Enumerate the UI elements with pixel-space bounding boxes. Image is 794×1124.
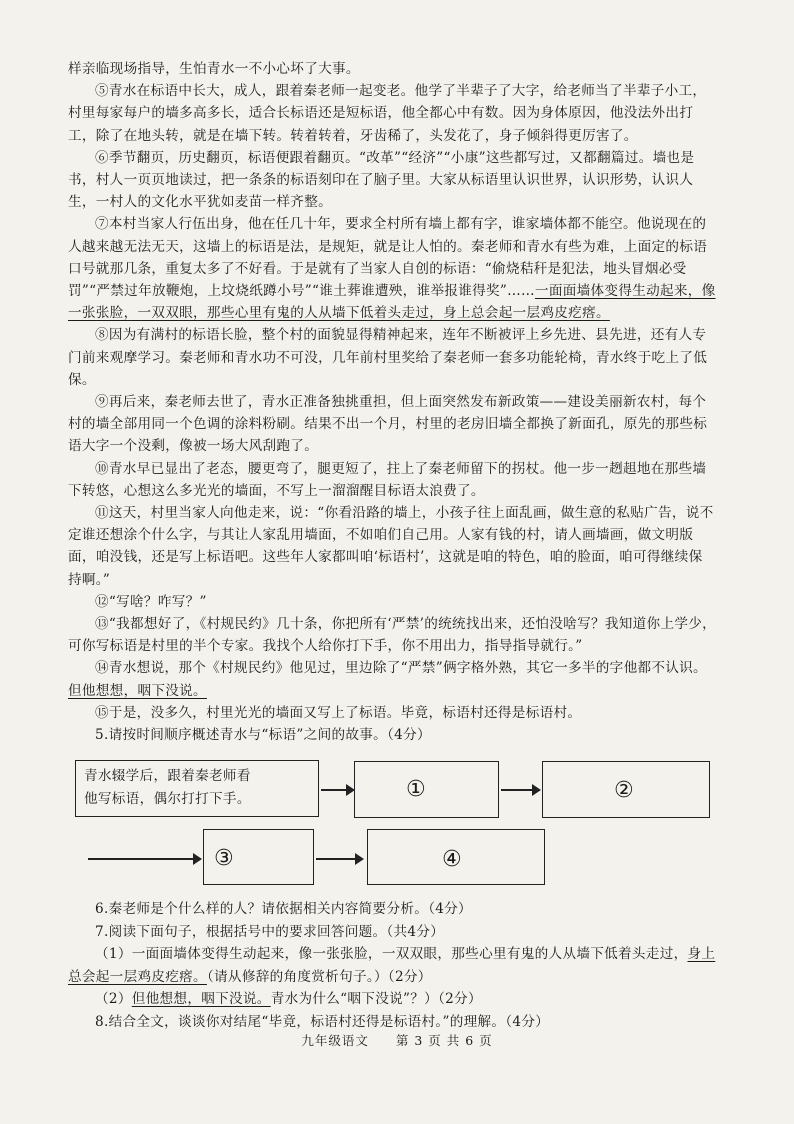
question-7-1 — [68, 943, 716, 988]
arrow-1 — [321, 789, 353, 791]
paragraph-5: ⑤青水在标语中长大，成人，跟着秦老师一起变老。他学了半辈子了大字，给老师当了半辈子小工，村里每家每户的墙多高多长，适合长标语还是短标语，他全都心中有数。因为身体原因，他没法外出打工，除了在地头转，就是在墙下转。转着转着，牙齿稀了，头发花了，身子倾斜得更厉害了。 — [68, 83, 707, 144]
slot-1-label: ① — [406, 777, 426, 802]
flow-box-start-line2: 他写标语，偶尔打打下手。 — [84, 791, 251, 807]
question-6: 6.秦老师是个什么样的人？请依据相关内容简要分析。（4分） — [95, 901, 472, 917]
slot-3-label: ③ — [214, 846, 234, 871]
paragraph-7-underlined: 一面面墙体变得生动起来，像一张张脸，一双双眼，那些心里有鬼的人从墙下低着头走过，身上总会起一层鸡皮疙瘩。 — [68, 283, 716, 322]
arrow-4 — [316, 858, 362, 860]
question-7-2-underlined: 但他想想，咽下没说。 — [131, 991, 271, 1008]
paragraph-0: 样亲临现场指导，生怕青水一不小心坏了大事。 — [68, 61, 360, 77]
question-7-1-requirement: （请从修辞的角度赏析句子。）（2分） — [206, 968, 432, 985]
paragraph-11: ⑪这天，村里当家人向他走来，说：“你看沿路的墙上，小孩子往上面乱画，做生意的私贴广告，说不定谁还想涂个什么字，与其让人家乱用墙面，不如咱们自己用。人家有钱的村，请人画墙画，做文明版面，咱没钱，还是写上标语吧。这些年人家都叫咱‘标语村’，这就是咱的特色，咱的脸面，咱可得继续保持啊。” — [68, 505, 714, 588]
flow-box-start — [75, 760, 319, 817]
paragraph-12: ⑫“写啥？咋写？” — [95, 593, 207, 610]
paragraph-14-text: ⑭青水想说，那个《村规民约》他见过，里边除了“严禁”俩字格外熟，其它一多半的字他都不认识。 — [95, 660, 707, 677]
arrow-2 — [501, 789, 539, 791]
page-footer: 九年级语文 第 3 页 共 6 页 — [301, 1033, 493, 1048]
question-5: 5.请按时间顺序概述青水与“标语”之间的故事。（4分） — [95, 727, 431, 744]
paragraph-7 — [68, 213, 716, 324]
paragraph-8: ⑧因为有满村的标语长脸，整个村的面貌显得精神起来，连年不断被评上乡先进、县先进，还有人专门前来观摩学习。秦老师和青水功不可没，几年前村里奖给了秦老师一套多功能轮椅，青水终于吃上了低保。 — [68, 327, 708, 388]
question-block — [68, 898, 716, 1034]
paragraph-14-underlined: 但他想想，咽下没说。 — [68, 682, 207, 699]
paragraph-6: ⑥季节翻页，历史翻页，标语便跟着翻页。“改革”“经济”“小康”这些都写过，又都翻篇过。墙也是书，村人一页页地读过，把一条条的标语刻印在了脑子里。大家从标语里认识世界，认识形势，认识人生，一村人的文化水平犹如麦苗一样齐整。 — [68, 149, 695, 211]
question-8: 8.结合全文，谈谈你对结尾“毕竟，标语村还得是标语村。”的理解。（4分） — [95, 1013, 550, 1030]
flow-box-3[interactable] — [203, 829, 314, 885]
flow-box-4[interactable] — [367, 829, 545, 885]
question-7-2-requirement: 青水为什么“咽下没说”？）（2分） — [270, 991, 482, 1008]
reading-passage — [68, 58, 716, 746]
question-7-1-text: （1）一面面墙体变得生动起来，像一张张脸，一双双眼，那些心里有鬼的人从墙下低着头走过， — [95, 946, 688, 963]
paragraph-9: ⑨再后来，秦老师去世了，青水正准备独挑重担，但上面突然发布新政策——建设美丽新农村，每个村的墙全部用同一个色调的涂料粉刷。结果不出一个月，村里的老房旧墙全都换了新面孔，原先的那些标语大字一个没剩，像被一场大风刮跑了。 — [68, 394, 708, 455]
paragraph-7-text: ⑦本村当家人行伍出身，他在任几十年，要求全村所有墙上都有字，谁家墙体都不能空。他说现在的人越来越无法无天，这墙上的标语是法，是规矩，就是让人怕的。秦老师和青水有些为难，上面定的标语口号就那几条，重复太多了不好看。于是就有了当家人自创的标语：“偷烧秸秆是犯法，地头冒烟必受罚”“严禁过年放鞭炮，上坟烧纸蹲小号”“谁土葬谁遭殃，谁举报谁得奖”…… — [68, 216, 708, 300]
flow-box-1[interactable] — [354, 761, 499, 818]
question-7-2-prefix: （2） — [95, 991, 132, 1008]
arrow-3 — [88, 858, 200, 860]
slot-2-label: ② — [614, 778, 634, 803]
flow-box-start-line1: 青水辍学后，跟着秦老师看 — [84, 768, 251, 784]
question-7-1-underlined: 身上总会起一层鸡皮疙瘩。 — [68, 946, 716, 985]
paragraph-14 — [68, 657, 716, 701]
paragraph-13: ⑬“我都想好了，《村规民约》几十条，你把所有‘严禁’的统统找出来，还怕没啥写？我知道你上学少，可你写标语是村里的半个专家。我找个人给你打下手，你不用出力，指导指导就行。” — [68, 616, 717, 655]
question-7: 7.阅读下面句子，根据括号中的要求回答问题。（共4分） — [95, 923, 445, 940]
question-7-2 — [68, 988, 716, 1011]
paragraph-15: ⑮于是，没多久，村里光光的墙面又写上了标语。毕竟，标语村还得是标语村。 — [95, 704, 582, 721]
slot-4-label: ④ — [442, 847, 462, 872]
flow-box-2[interactable] — [542, 761, 710, 818]
paragraph-10: ⑩青水早已显出了老态，腰更弯了，腿更短了，拄上了秦老师留下的拐杖。他一步一趔趄地在那些墙下转悠，心想这么多光光的墙面，不写上一溜溜醒目标语太浪费了。 — [68, 460, 707, 499]
